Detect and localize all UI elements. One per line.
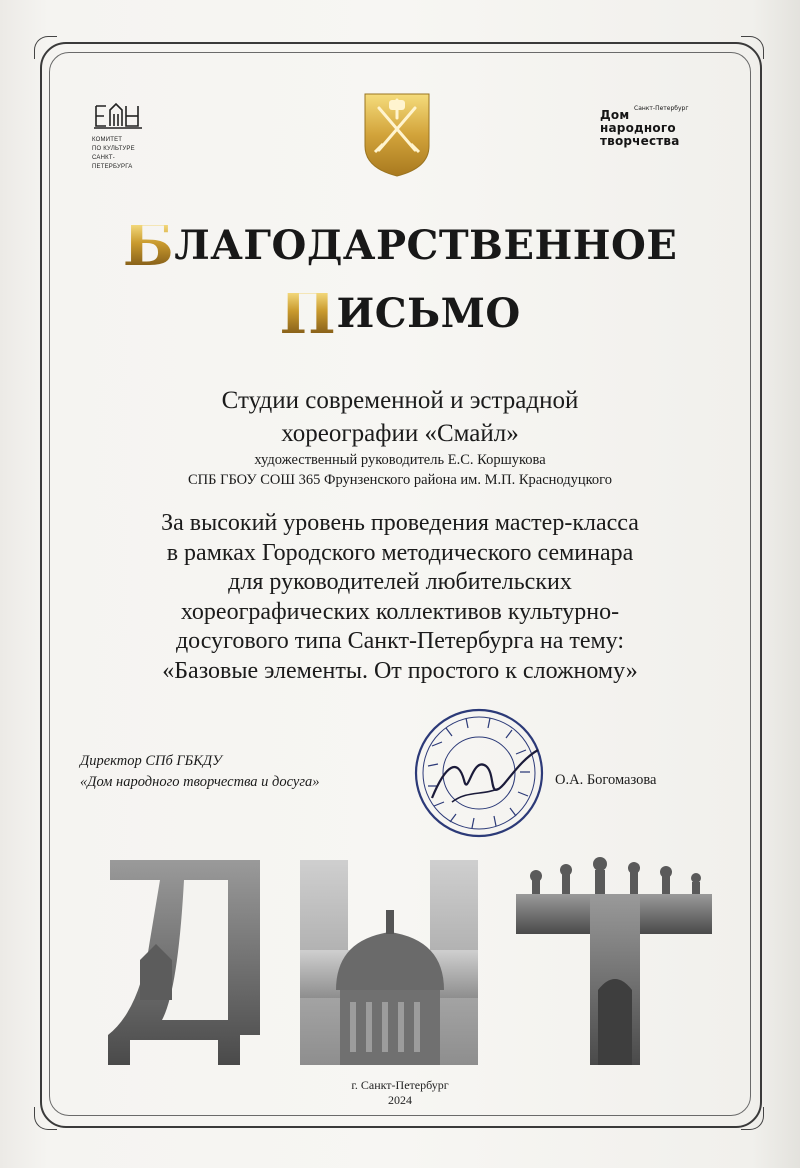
body-line: «Базовые элементы. От простого к сложному»	[162, 657, 638, 684]
logo-word: творчества	[600, 134, 680, 148]
signatory-position	[80, 751, 320, 793]
footer-year: 2024	[388, 1093, 412, 1107]
body-line: в рамках Городского методического семинара	[166, 539, 634, 566]
logo-word: народного	[600, 121, 676, 135]
title-text: ИСЬМО	[336, 290, 521, 337]
committee-culture-logo	[92, 100, 156, 171]
logo-word: Дом	[600, 108, 630, 122]
body-line: досугового типа Санкт-Петербурга на тему:	[175, 628, 625, 654]
title-text: ЛАГОДАРСТВЕННОЕ	[174, 222, 678, 269]
dnt-decorative-letters	[100, 840, 720, 1070]
house-folk-art-logo	[600, 105, 720, 148]
body-line: хореографических коллективов культурно-	[180, 598, 620, 625]
frame-corner	[34, 36, 57, 59]
committee-logo-line: ПЕТЕРБУРГА	[92, 164, 133, 170]
letter-body	[0, 509, 800, 686]
official-stamp	[412, 706, 546, 840]
committee-logo-line: КОМИТЕТ	[92, 137, 123, 143]
position-line: Директор СПб ГБКДУ	[80, 753, 222, 769]
committee-logo-line: САНКТ-	[92, 155, 115, 161]
recipient-name	[0, 384, 800, 450]
title-dropcap: П	[279, 278, 337, 348]
footer-city: г. Санкт-Петербург	[351, 1078, 449, 1092]
recipient-director: художественный руководитель Е.С. Коршукова	[254, 452, 546, 468]
signatory-name: О.А. Богомазова	[555, 772, 657, 788]
body-line: для руководителей любительских	[228, 569, 572, 595]
position-line: «Дом народного творчества и досуга»	[80, 774, 320, 790]
committee-logo-line: ПО КУЛЬТУРЕ	[92, 146, 135, 152]
title-line-2	[0, 278, 800, 348]
recipient-line: Студии современной и эстрадной	[221, 387, 579, 414]
body-line: За высокий уровень проведения мастер-класса	[161, 510, 639, 536]
title-dropcap: Б	[122, 210, 175, 280]
committee-logo-icon	[92, 100, 144, 130]
logo-city-label: Санкт-Петербург	[634, 105, 689, 112]
spb-emblem-icon	[363, 92, 431, 178]
recipient-school: СПБ ГБОУ СОШ 365 Фрунзенского района им. М.П. Краснодуцкого	[187, 472, 613, 488]
recipient-line: хореографии «Смайл»	[281, 420, 519, 447]
title-line-1	[0, 210, 800, 280]
